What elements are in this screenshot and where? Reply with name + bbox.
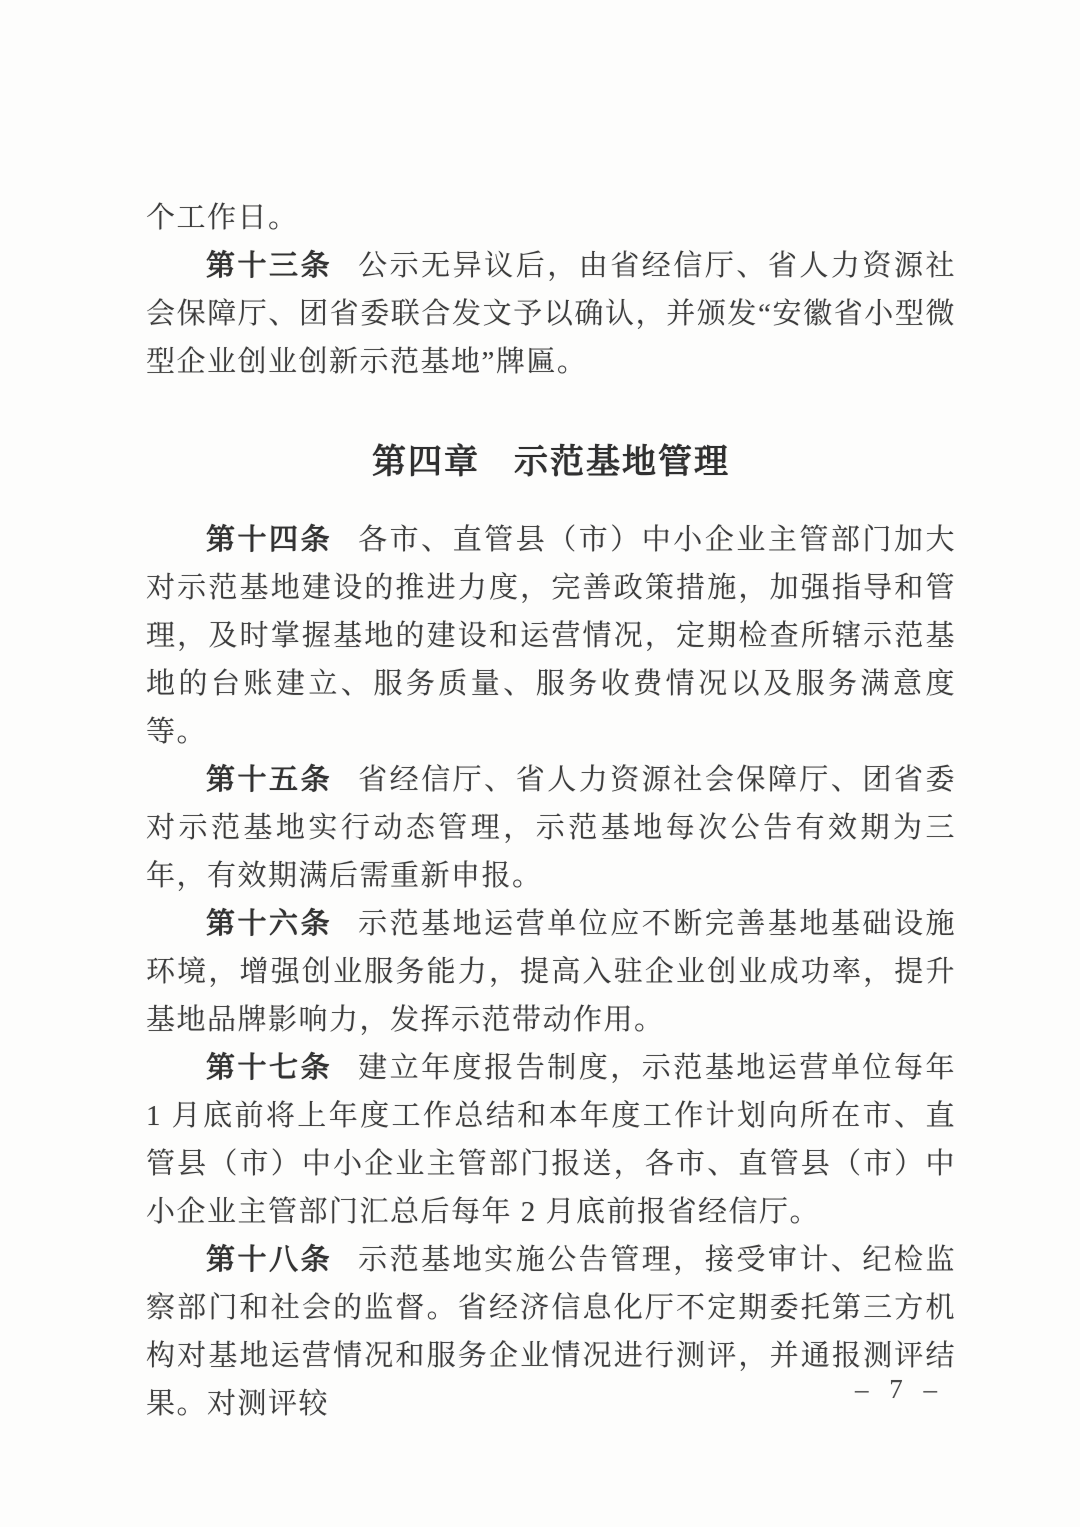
chapter-number: 第四章 <box>372 443 480 481</box>
chapter-title: 示范基地管理 <box>514 443 730 481</box>
paragraph-article-15 <box>146 756 956 900</box>
paragraph-text: 公示无异议后，由省经信厅、省人力资源社会保障厅、团省委联合发文予以确认，并颁发“安徽省小型微型企业创业创新示范基地”牌匾。 <box>146 250 956 378</box>
page-number: – 7 – <box>855 1374 944 1404</box>
article-17-label: 第十七条 <box>206 1052 333 1084</box>
paragraph-text: 各市、直管县（市）中小企业主管部门加大对示范基地建设的推进力度，完善政策措施，加强指导和管理，及时掌握基地的建设和运营情况，定期检查所辖示范基地的台账建立、服务质量、服务收费情况以及服务满意度等。 <box>146 524 956 748</box>
paragraph-text: 示范基地实施公告管理，接受审计、纪检监察部门和社会的监督。省经济信息化厅不定期委托第三方机构对基地运营情况和服务企业情况进行测评，并通报测评结果。对测评较 <box>146 1244 956 1420</box>
paragraph-article-13 <box>146 242 956 386</box>
article-14-label: 第十四条 <box>206 524 333 556</box>
paragraph-article-16 <box>146 900 956 1044</box>
document-body <box>146 194 956 1428</box>
article-15-label: 第十五条 <box>206 764 333 796</box>
paragraph-text: 个工作日。 <box>146 202 299 234</box>
article-16-label: 第十六条 <box>206 908 333 940</box>
paragraph-article-18 <box>146 1236 956 1428</box>
paragraph-text: 建立年度报告制度，示范基地运营单位每年 1 月底前将上年度工作总结和本年度工作计划向所在市、直管县（市）中小企业主管部门报送，各市、直管县（市）中小企业主管部门汇总后每年 2 月底前报省经信厅。 <box>146 1052 956 1228</box>
article-18-label: 第十八条 <box>206 1244 333 1276</box>
paragraph-article-17 <box>146 1044 956 1236</box>
chapter-heading <box>146 438 956 486</box>
paragraph-text: 示范基地运营单位应不断完善基地基础设施环境，增强创业服务能力，提高入驻企业创业成功率，提升基地品牌影响力，发挥示范带动作用。 <box>146 908 956 1036</box>
paragraph-continuation <box>146 194 956 242</box>
article-13-label: 第十三条 <box>206 250 333 282</box>
paragraph-article-14 <box>146 516 956 756</box>
paragraph-text: 省经信厅、省人力资源社会保障厅、团省委对示范基地实行动态管理，示范基地每次公告有效期为三年，有效期满后需重新申报。 <box>146 764 956 892</box>
